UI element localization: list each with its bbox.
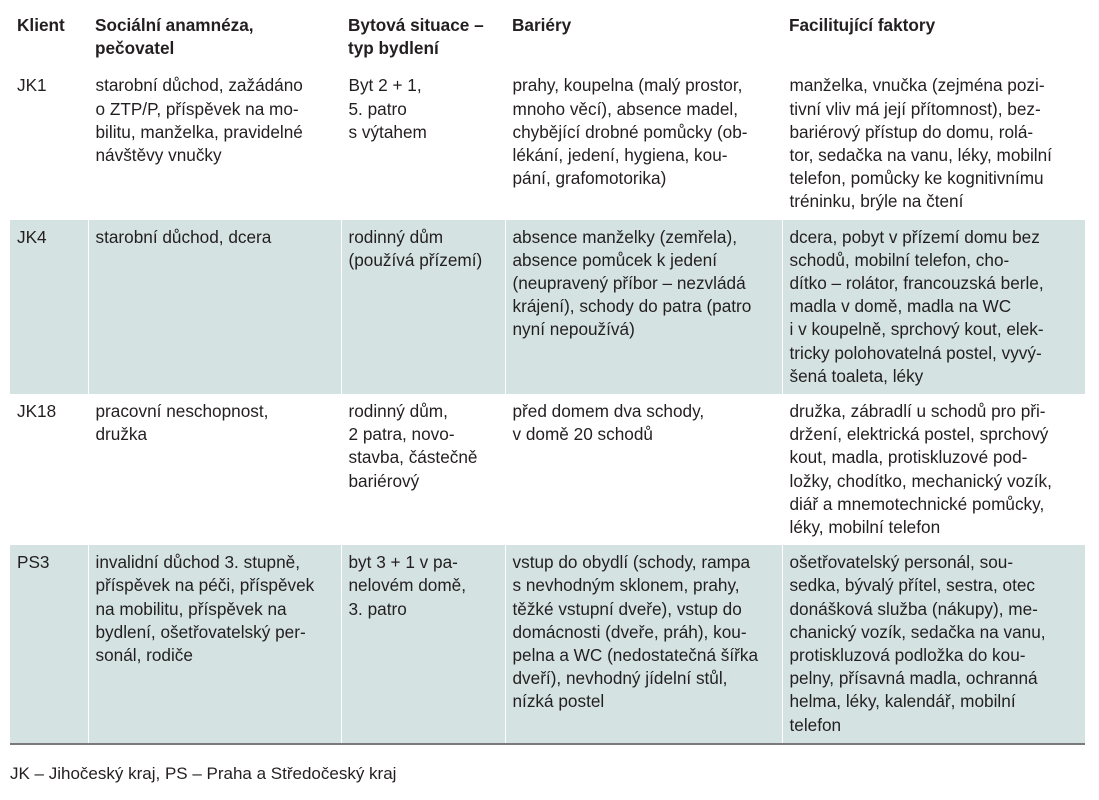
- cell-social-history: starobní důchod, zažádáno o ZTP/P, příspěvek na mo- bilitu, manželka, pravidelné návštěvy vnučky: [88, 68, 341, 219]
- header-facilitators: Facilitující faktory: [789, 15, 936, 35]
- header-row: [10, 6, 1085, 68]
- table-row: [10, 394, 1085, 545]
- cell-barriers: vstup do obydlí (schody, rampa s nevhodným sklonem, prahy, těžké vstupní dveře), vstup do domácnosti (dveře, práh), kou- pelna a WC (nedostatečná šířka dveří), nevhodný jídelní stůl, nízká postel: [505, 545, 782, 744]
- cell-housing: rodinný dům, 2 patra, novo- stavba, částečně bariérový: [341, 394, 505, 545]
- cell-facilitators: ošetřovatelský personál, sou- sedka, bývalý přítel, sestra, otec donášková služba (nákupy), me- chanický vozík, sedačka na vanu, protiskluzová podložka do kou- pelny, přísavná madla, ochranná helma, léky, kalendář, mobilní telefon: [782, 545, 1085, 744]
- cell-client: JK1: [17, 75, 47, 96]
- header-housing: Bytová situace – typ bydlení: [348, 15, 484, 59]
- clients-table: [10, 6, 1085, 745]
- header-barriers: Bariéry: [512, 15, 572, 35]
- cell-client: JK4: [10, 220, 88, 394]
- header-client: Klient: [17, 15, 65, 35]
- cell-housing: byt 3 + 1 v pa- nelovém domě, 3. patro: [341, 545, 505, 744]
- cell-housing: rodinný dům (používá přízemí): [341, 220, 505, 394]
- table-row: [10, 545, 1085, 744]
- cell-barriers: prahy, koupelna (malý prostor, mnoho věcí), absence madel, chybějící drobné pomůcky (ob- lékání, jedení, hygiena, kou- pání, grafomotorika): [505, 68, 782, 219]
- cell-social-history: invalidní důchod 3. stupně, příspěvek na péči, příspěvek na mobilitu, příspěvek na bydlení, ošetřovatelský per- sonál, rodiče: [88, 545, 341, 744]
- cell-facilitators: dcera, pobyt v přízemí domu bez schodů, mobilní telefon, cho- dítko – rolátor, francouzská berle, madla v domě, madla na WC i v koupelně, sprchový kout, elek- tricky polohovatelná postel, vyvý- šená toaleta, léky: [782, 220, 1085, 394]
- cell-social-history: starobní důchod, dcera: [88, 220, 341, 394]
- cell-barriers: absence manželky (zemřela), absence pomůcek k jedení (neupravený příbor – nezvládá krájení), schody do patra (patro nyní nepoužívá): [505, 220, 782, 394]
- table-row: [10, 68, 1085, 219]
- cell-client: JK18: [17, 401, 57, 422]
- cell-social-history: pracovní neschopnost, družka: [88, 394, 341, 545]
- cell-barriers: před domem dva schody, v domě 20 schodů: [505, 394, 782, 545]
- cell-housing: Byt 2 + 1, 5. patro s výtahem: [341, 68, 505, 219]
- cell-client: PS3: [10, 545, 88, 744]
- table-row: [10, 220, 1085, 394]
- cell-facilitators: manželka, vnučka (zejména pozi- tivní vliv má její přítomnost), bez- bariérový přístup do domu, rolá- tor, sedačka na vanu, léky, mobilní telefon, pomůcky ke kognitivnímu tréninku, brýle na čtení: [782, 68, 1085, 219]
- table-footnote: JK – Jihočeský kraj, PS – Praha a Středočeský kraj: [10, 764, 397, 783]
- header-social-history: Sociální anamnéza, pečovatel: [95, 15, 254, 59]
- cell-facilitators: družka, zábradlí u schodů pro při- držení, elektrická postel, sprchový kout, madla, protiskluzové pod- ložky, chodítko, mechanický vozík, diář a mnemotechnické pomůcky, léky, mobilní telefon: [782, 394, 1085, 545]
